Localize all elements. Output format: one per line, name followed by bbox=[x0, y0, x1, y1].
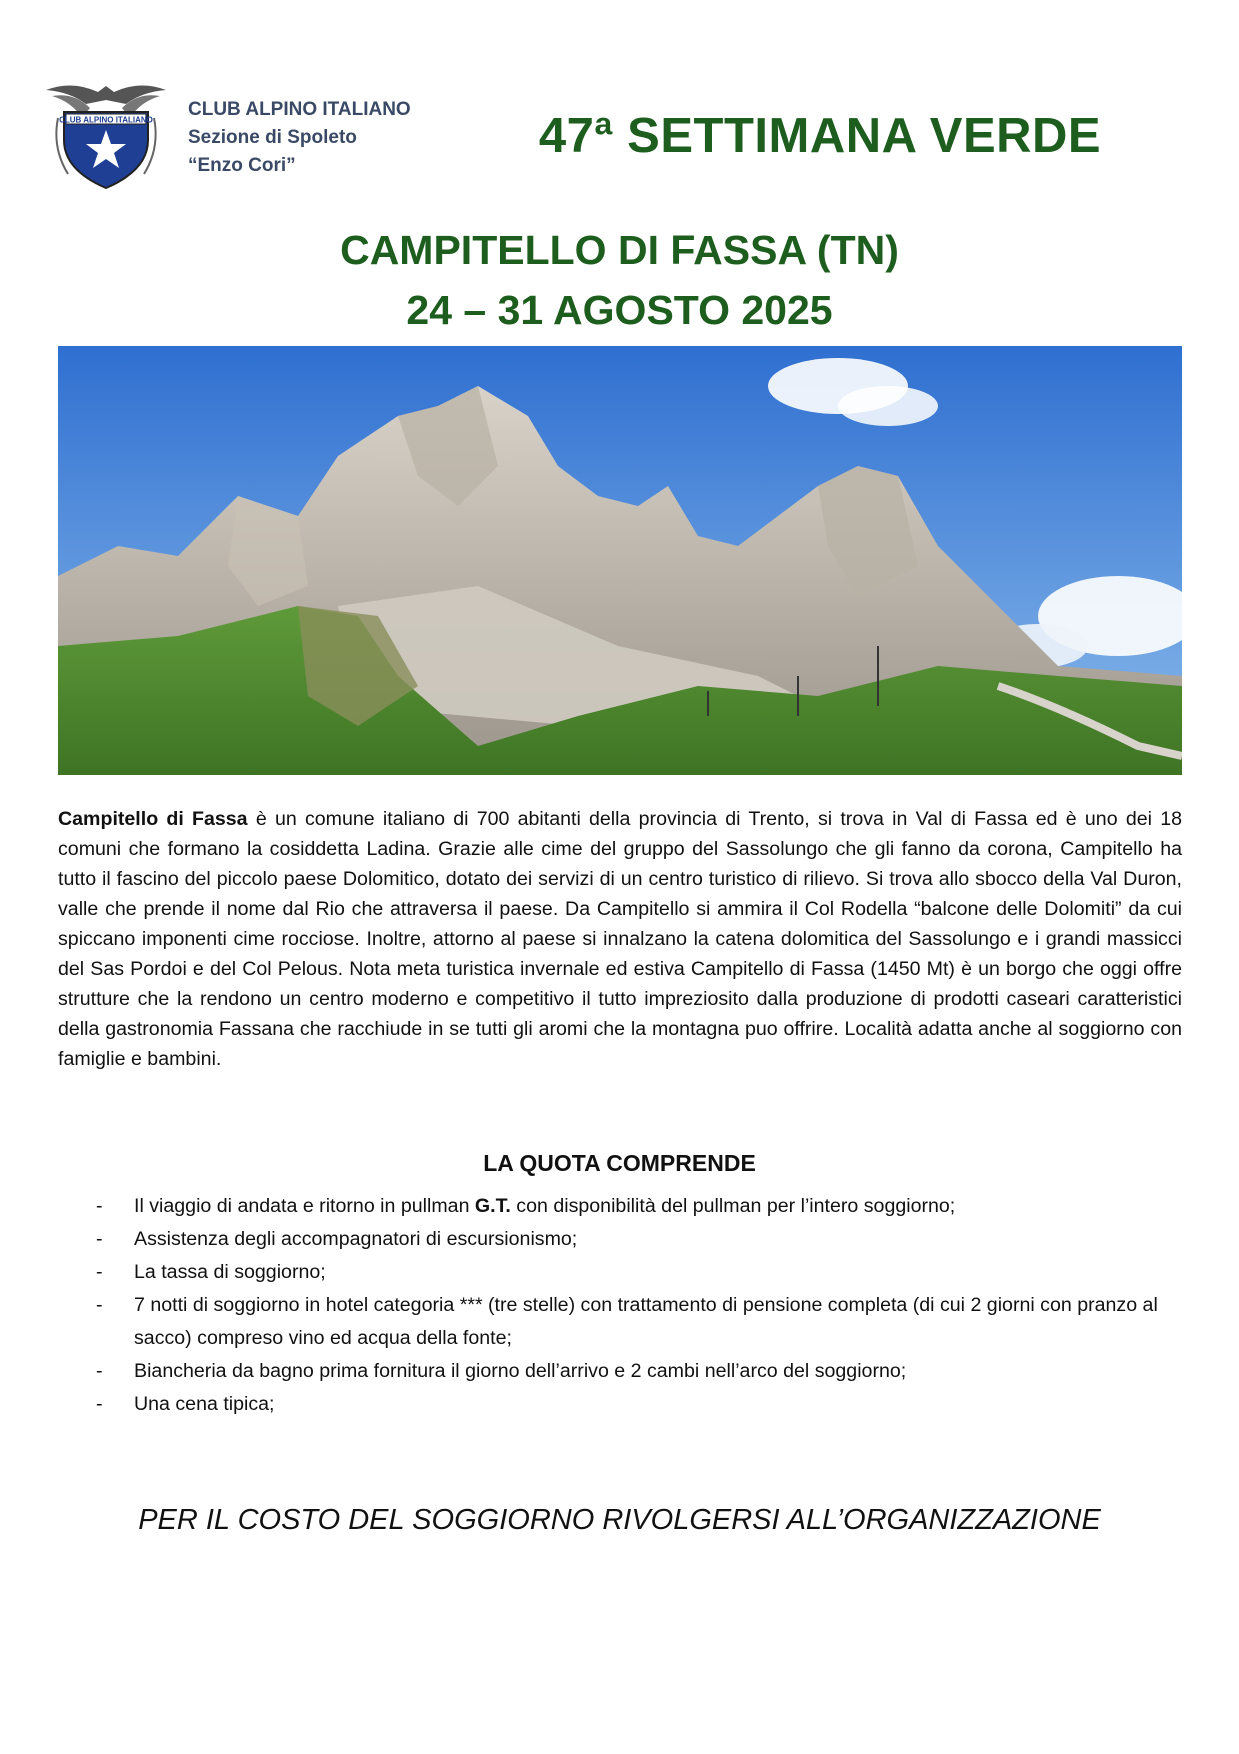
club-section: Sezione di Spoleto bbox=[188, 127, 357, 148]
logo-band-text: CLUB ALPINO ITALIANO bbox=[59, 115, 153, 125]
included-item bbox=[96, 1355, 1186, 1388]
included-item-text-end: con disponibilità del pullman per l’intero soggiorno; bbox=[510, 1195, 956, 1217]
edition-title: 47ª SETTIMANA VERDE bbox=[538, 109, 1102, 163]
club-header bbox=[188, 96, 478, 180]
description-lead: Campitello di Fassa bbox=[58, 808, 248, 830]
cai-logo bbox=[42, 78, 170, 190]
eagle-icon bbox=[46, 85, 166, 104]
included-item-text: Il viaggio di andata e ritorno in pullman bbox=[134, 1195, 475, 1217]
included-title: LA QUOTA COMPRENDE bbox=[483, 1150, 756, 1176]
bullet-dash: - bbox=[96, 1195, 103, 1217]
bullet-dash: - bbox=[96, 1228, 103, 1250]
included-item bbox=[96, 1223, 1186, 1256]
cost-note: PER IL COSTO DEL SOGGIORNO RIVOLGERSI ALL’ORGANIZZAZIONE bbox=[138, 1504, 1101, 1536]
included-item-bold: G.T. bbox=[474, 1195, 511, 1217]
included-item bbox=[96, 1289, 1186, 1355]
event-dates: 24 – 31 AGOSTO 2025 bbox=[406, 287, 833, 333]
bullet-dash: - bbox=[96, 1360, 103, 1382]
included-item-text: Biancheria da bagno prima fornitura il giorno dell’arrivo e 2 cambi nell’arco del soggiorno; bbox=[134, 1360, 907, 1382]
description-body: è un comune italiano di 700 abitanti della provincia di Trento, si trova in Val di Fassa ed è uno dei 18 comuni che formano la cosiddetta Ladina. Grazie alle cime del gruppo del Sassolungo che gli fanno da corona, Campitello ha tutto il fascino del piccolo paese Dolomitico, dotato dei servizi di un centro turistico di rilievo. Si trova allo sbocco della Val Duron, valle che prende il nome dal Rio che attraversa il paese. Da Campitello si ammira il Col Rodella “balcone delle Dolomiti” da cui spiccano imponenti cime rocciose. Inoltre, attorno al paese si innalzano la catena dolomitica del Sassolungo e i grandi massicci del Sas Pordoi e del Col Pelous. Nota meta turistica invernale ed estiva Campitello di Fassa (1450 Mt) è un borgo che oggi offre strutture che la rendono un centro moderno e competitivo il tutto impreziosito dalla produzione di prodotti caseari caratteristici della gastronomia Fassana che racchiude in se tutti gli aromi che la montagna puo offrire. Località adatta anche al soggiorno con famiglie e bambini. bbox=[58, 808, 1182, 1070]
club-section-dedication: “Enzo Cori” bbox=[188, 155, 296, 176]
description-paragraph bbox=[58, 804, 1182, 1074]
included-item bbox=[96, 1256, 1186, 1289]
included-item-text: La tassa di soggiorno; bbox=[134, 1261, 326, 1283]
bullet-dash: - bbox=[96, 1294, 103, 1316]
bullet-dash: - bbox=[96, 1393, 103, 1415]
included-list bbox=[96, 1190, 1186, 1421]
included-item-text: Una cena tipica; bbox=[134, 1393, 275, 1415]
included-item-text: Assistenza degli accompagnatori di escursionismo; bbox=[134, 1228, 578, 1250]
included-item bbox=[96, 1388, 1186, 1421]
event-location: CAMPITELLO DI FASSA (TN) bbox=[340, 227, 899, 273]
included-item bbox=[96, 1190, 1186, 1223]
mountain-photo bbox=[58, 346, 1182, 775]
bullet-dash: - bbox=[96, 1261, 103, 1283]
included-item-text: 7 notti di soggiorno in hotel categoria *** (tre stelle) con trattamento di pensione completa (di cui 2 giorni con pranzo al sacco) compreso vino ed acqua della fonte; bbox=[134, 1294, 1158, 1349]
club-name: CLUB ALPINO ITALIANO bbox=[188, 99, 411, 120]
